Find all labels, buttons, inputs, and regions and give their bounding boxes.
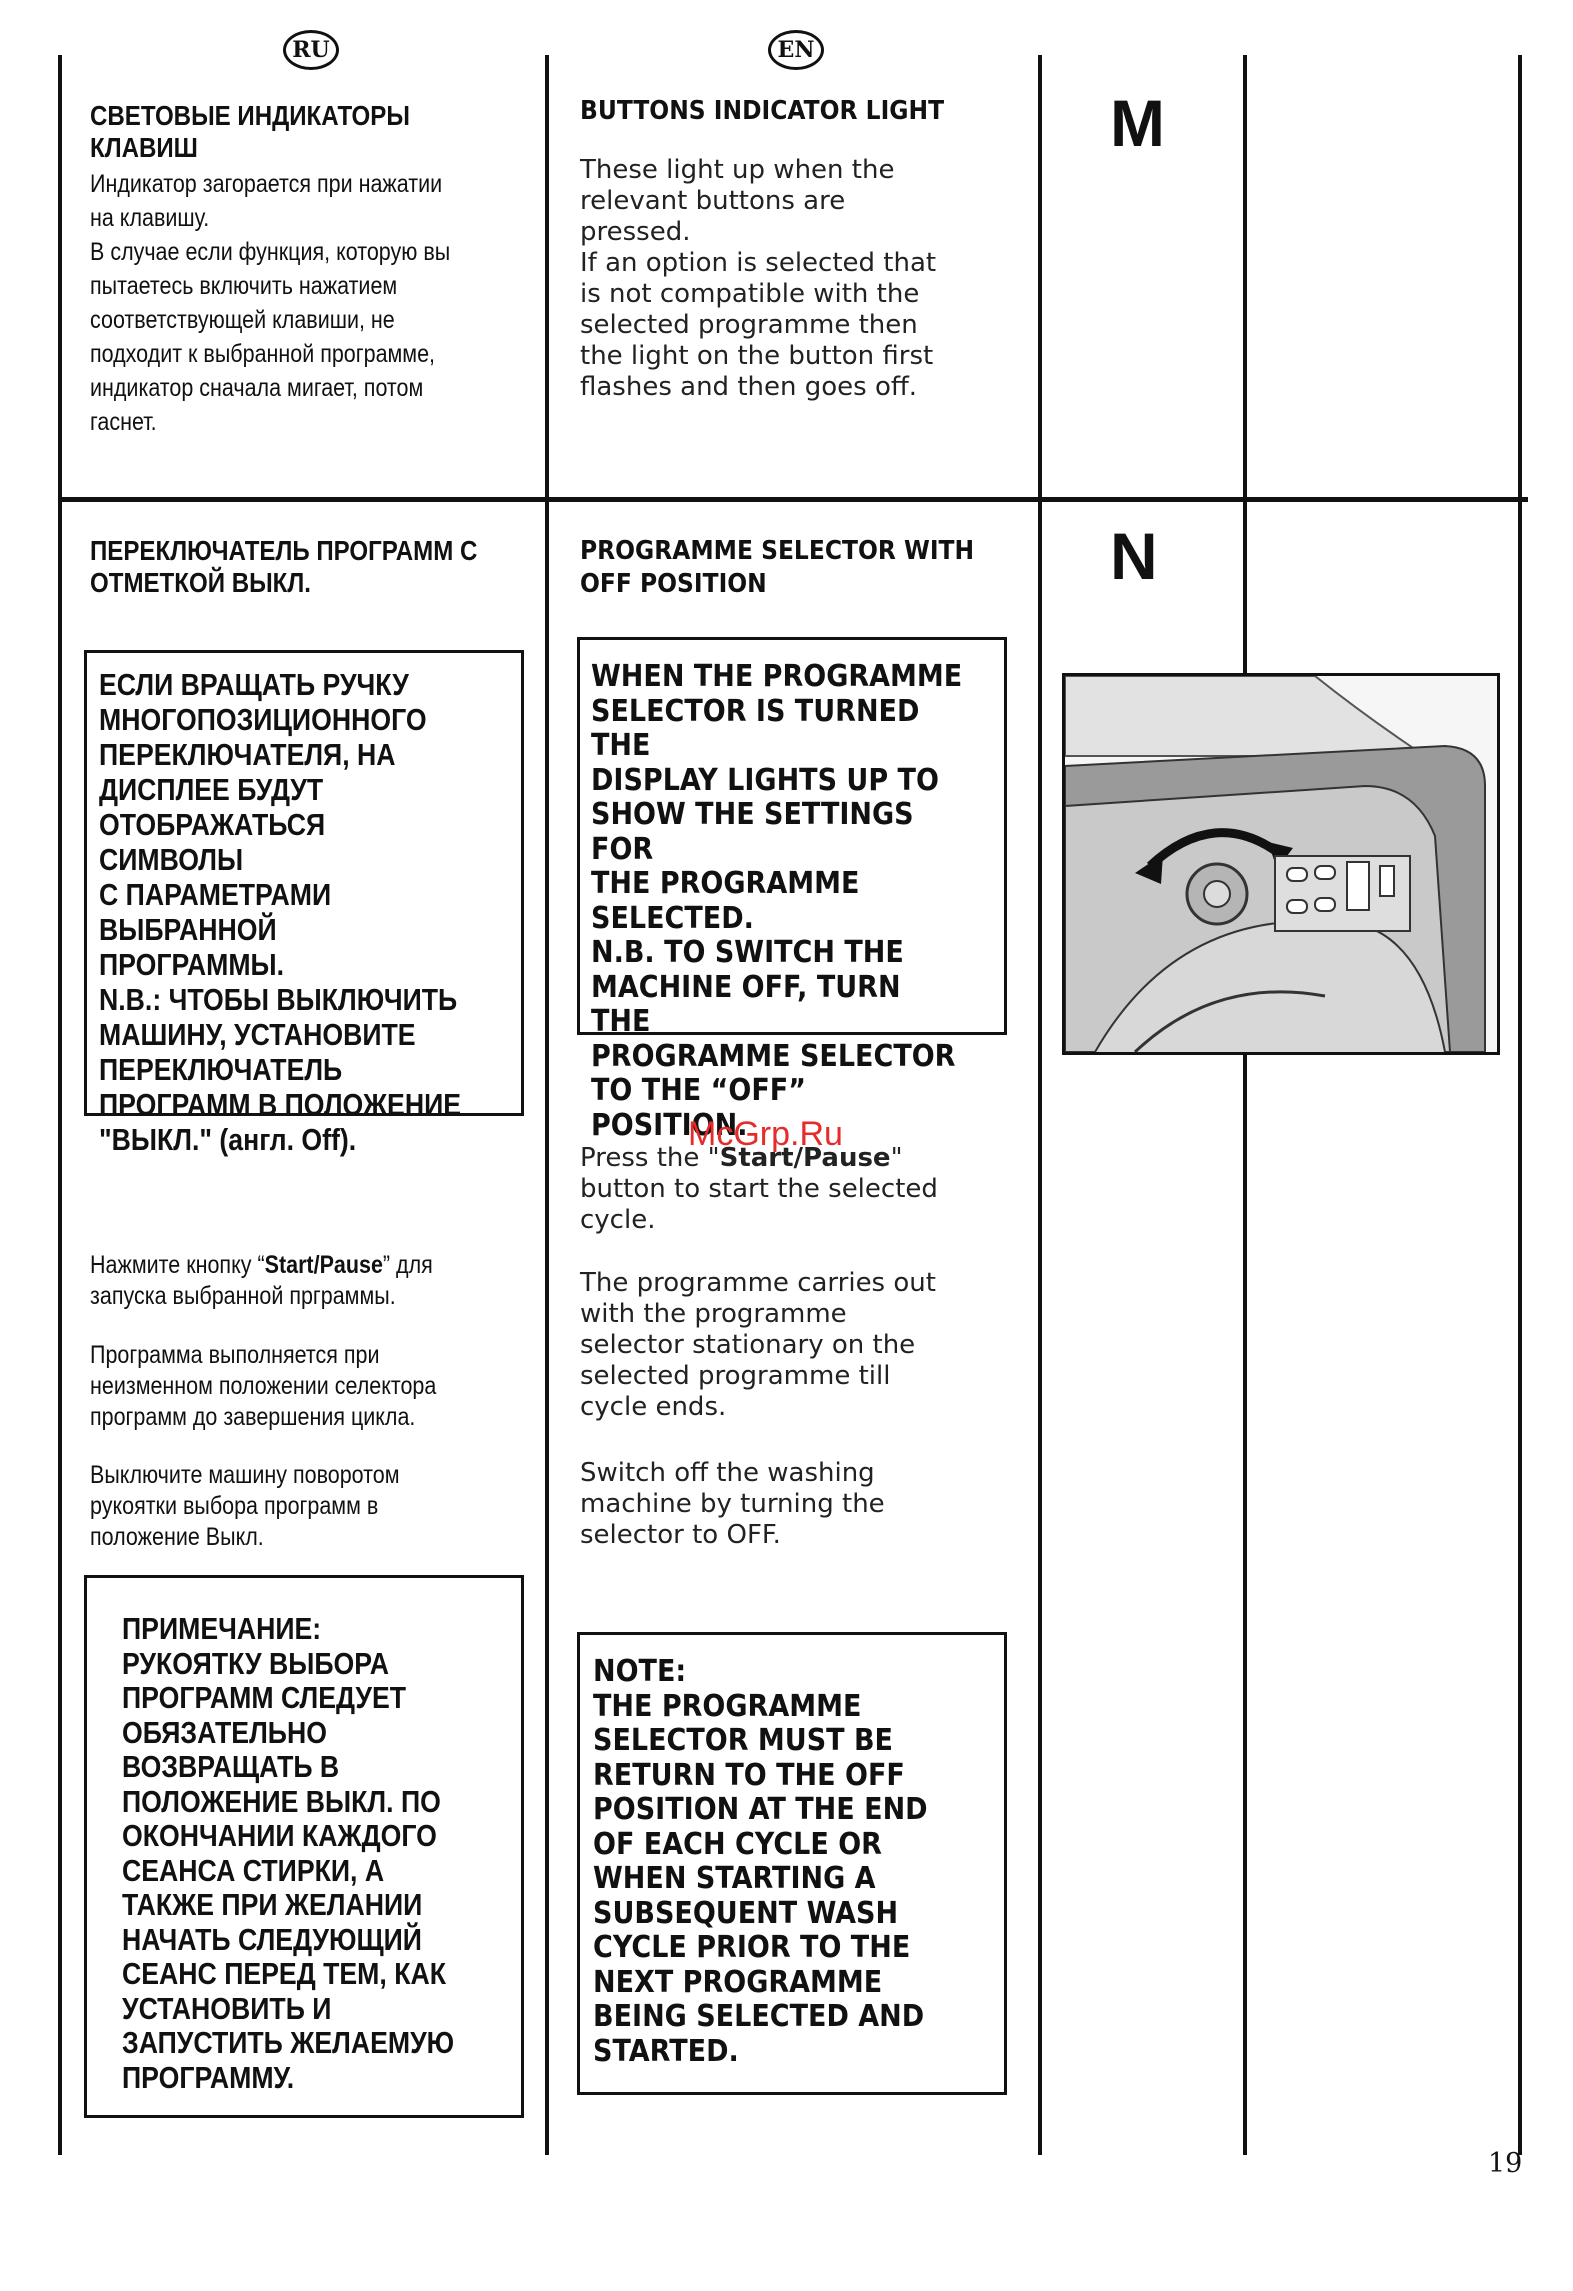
column-rule-en-img [1038,55,1042,2155]
column-rule-ru-en [545,55,549,2155]
ru-note-box [84,1575,524,2118]
ru-start-pause-label: Start/Pause [264,1251,383,1279]
panel-button [1380,866,1394,896]
section-letter-n: N [1110,519,1158,593]
en-press-start-b: " button to start the selected cycle. [580,1143,938,1235]
m-ru-text: Индикатор загорается при нажатии на клавишу. В случае если функция, которую вы пытаетесь включить нажатием соответствующей клавиши, не подходит к выбранной программе, индикатор сначала мигает, потом гаснет. [90,170,451,436]
en-press-start-a: Press the " [580,1143,720,1173]
panel-button [1315,898,1335,911]
n-en-title: PROGRAMME SELECTOR WITH OFF POSITION [580,536,975,599]
ru-para-switch-off: Выключите машину поворотом рукоятки выбора программ в положение Выкл. [90,1461,400,1551]
ru-para-program-runs: Программа выполняется при неизменном положении селектора программ до завершения цикла. [90,1341,437,1431]
panel-button [1287,868,1307,881]
panel-button [1287,900,1307,913]
lang-badge-en: EN [768,30,824,70]
column-rule-right [1518,55,1522,2155]
n-ru-box [84,650,524,1157]
m-en-text: These light up when the relevant buttons are pressed. If an option is selected that is not compatible with the selected programme then the light on the button first flashes and then goes off. [580,155,937,402]
n-ru-title: ПЕРЕКЛЮЧАТЕЛЬ ПРОГРАММ С ОТМЕТКОЙ ВЫКЛ. [90,535,478,598]
section-divider [58,497,1528,502]
ru-press-start-b: ” для запуска выбранной прграммы. [90,1251,433,1310]
lang-badge-ru: RU [283,30,339,70]
watermark: McGrp.Ru [688,1115,843,1153]
en-note-text: NOTE: THE PROGRAMME SELECTOR MUST BE RETURN TO THE OFF POSITION AT THE END OF EACH CYCLE OR WHEN STARTING A SUBSEQUENT WASH CYCLE PRIOR TO THE NEXT PROGRAMME BEING SELECTED AND STARTED. [593,1654,928,2069]
column-rule-left [58,55,62,2155]
ru-note-text: ПРИМЕЧАНИЕ: РУКОЯТКУ ВЫБОРА ПРОГРАММ СЛЕДУЕТ ОБЯЗАТЕЛЬНО ВОЗВРАЩАТЬ В ПОЛОЖЕНИЕ ВЫКЛ. ПО ОКОНЧАНИИ КАЖДОГО СЕАНСА СТИРКИ, А ТАКЖЕ ПРИ ЖЕЛАНИИ НАЧАТЬ СЛЕДУЮЩИЙ СЕАНС ПЕРЕД ТЕМ, КАК УСТАНОВИТЬ И ЗАПУСТИТЬ ЖЕЛАЕМУЮ ПРОГРАММУ. [122,1611,455,2095]
en-note-box [577,1632,1007,2095]
en-para-carries-out: The programme carries out with the programme selector stationary on the selected programme till cycle ends. [580,1268,936,1422]
machine-illustration [1062,673,1500,1055]
en-start-pause-label: Start/Pause [719,1143,891,1173]
section-letter-m: M [1110,86,1165,160]
en-press-start [580,1143,938,1236]
m-en-title: BUTTONS INDICATOR LIGHT [580,96,945,126]
m-ru-title: СВЕТОВЫЕ ИНДИКАТОРЫ КЛАВИШ [90,100,410,163]
ru-press-start [90,1250,433,1312]
panel-display [1347,862,1369,910]
n-ru-box-text: ЕСЛИ ВРАЩАТЬ РУЧКУ МНОГОПОЗИЦИОННОГО ПЕРЕКЛЮЧАТЕЛЯ, НА ДИСПЛЕЕ БУДУТ ОТОБРАЖАТЬСЯ СИМВОЛЫ С ПАРАМЕТРАМИ ВЫБРАННОЙ ПРОГРАММЫ. N.B.: ЧТОБЫ ВЫКЛЮЧИТЬ МАШИНУ, УСТАНОВИТЕ ПЕРЕКЛЮЧАТЕЛЬ ПРОГРАММ В ПОЛОЖЕНИЕ "ВЫКЛ." (англ. Off). [99,667,462,1157]
n-en-box-text: WHEN THE PROGRAMME SELECTOR IS TURNED THE DISPLAY LIGHTS UP TO SHOW THE SETTINGS FOR THE PROGRAMME SELECTED. N.B. TO SWITCH THE MACHINE OFF, TURN THE PROGRAMME SELECTOR TO THE “OFF” POSITION. [591,659,963,1143]
selector-knob-center [1204,881,1230,907]
machine-illustration-svg [1065,676,1497,1052]
panel-button [1315,866,1335,879]
page-number: 19 [1488,2148,1523,2179]
column-rule-img-right [1243,55,1247,2155]
en-para-switch-off: Switch off the washing machine by turning the selector to OFF. [580,1458,885,1550]
ru-press-start-a: Нажмите кнопку “ [90,1251,265,1279]
